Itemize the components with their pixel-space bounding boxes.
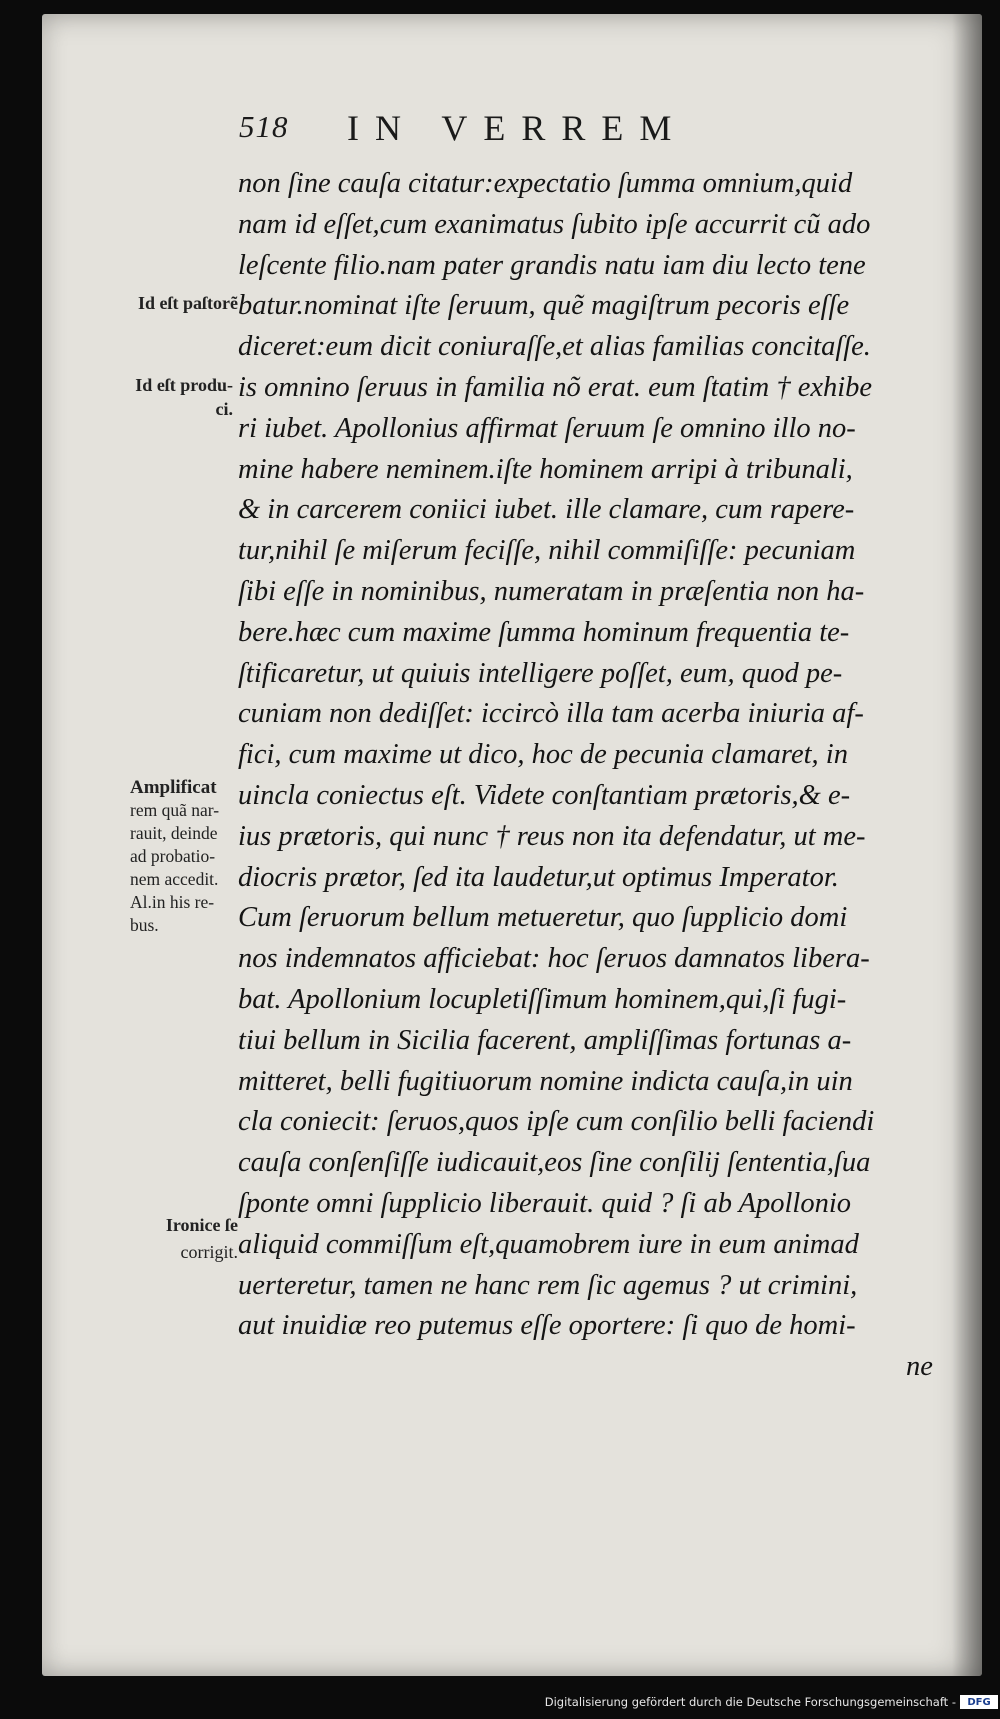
text-line: nos indemnatos afficiebat: hoc ſeruos damnatos libera-: [238, 943, 870, 975]
text-line: Cum ſeruorum bellum metueretur, quo ſupplicio domi: [238, 902, 848, 934]
marginal-note-line: bus.: [130, 915, 159, 935]
text-line: & in carcerem coniici iubet. ille clamare, cum rapere-: [238, 494, 855, 526]
marginal-note-line: Id eſt produ-: [135, 375, 233, 395]
text-line: aliquid commiſſum eſt,quamobrem iure in eum animad: [238, 1228, 859, 1260]
dfg-logo-icon: DFG: [960, 1695, 998, 1709]
text-line: cauſa conſenſiſſe iudicauit,eos ſine conſilij ſententia,ſua: [238, 1147, 871, 1179]
marginal-note-ironice: [90, 1212, 238, 1266]
marginal-note-line: ad probatio-: [130, 846, 216, 866]
marginal-note-line: rauit, deinde: [130, 823, 218, 843]
text-line: aut inuidiæ reo putemus eſſe oportere: ſi quo de homi-: [238, 1310, 856, 1342]
text-line: mitteret, belli fugitiuorum nomine indicta cauſa,in uin: [238, 1065, 853, 1097]
text-line: uerteretur, tamen ne hanc rem ſic agemus ? ut crimini,: [238, 1269, 858, 1301]
text-line: uincla coniectus eſt. Videte conſtantiam prætoris,& e-: [238, 779, 851, 811]
text-line: batur.nominat iſte ſeruum, quẽ magiſtrum pecoris eſſe: [238, 290, 850, 322]
text-line: diocris prætor, ſed ita laudetur,ut optimus Imperator.: [238, 861, 839, 893]
text-line: diceret:eum dicit coniuraſſe,et alias familias concitaſſe.: [238, 331, 871, 363]
marginal-note-line: Al.in his re-: [130, 892, 215, 912]
page-header: [239, 109, 799, 157]
marginal-note-line: corrigit.: [180, 1242, 238, 1262]
marginal-note-line: rem quã nar-: [130, 800, 220, 820]
text-line: tiui bellum in Sicilia facerent, ampliſſimas fortunas a-: [238, 1024, 852, 1056]
text-line: cla coniecit: ſeruos,quos ipſe cum conſilio belli faciendi: [238, 1106, 875, 1138]
text-line: ſtificaretur, ut quiuis intelligere poſſet, eum, quod pe-: [238, 657, 843, 689]
digitization-footer: [545, 1692, 1000, 1712]
marginal-note-line: Amplificat: [130, 777, 217, 798]
text-line: ſponte omni ſupplicio liberauit. quid ? ſi ab Apollonio: [238, 1187, 852, 1219]
marginal-note-amplificat: [90, 776, 236, 937]
text-line: bat. Apollonium locupletiſſimum hominem,qui,ſi fugi-: [238, 983, 847, 1015]
footer-credit: Digitalisierung gefördert durch die Deutsche Forschungsgemeinschaft -: [544, 1695, 956, 1709]
text-line: cuniam non dediſſet: iccircò illa tam acerba iniuria af-: [238, 698, 864, 730]
text-line: is omnino ſeruus in familia nõ erat. eum ſtatim † exhibe: [238, 371, 873, 403]
marginal-note-line: Id eſt paſtorẽ: [138, 293, 238, 313]
text-line: ius prætoris, qui nunc † reus non ita defendatur, ut me-: [238, 820, 866, 852]
text-line: non ſine cauſa citatur:expectatio ſumma omnium,quid: [238, 168, 853, 199]
text-line: ſibi eſſe in nominibus, numeratam in præſentia non ha-: [238, 575, 865, 607]
text-line: fici, cum maxime ut dico, hoc de pecunia clamaret, in: [238, 739, 848, 771]
text-line: tur,nihil ſe miſerum feciſſe, nihil commiſiſſe: pecuniam: [238, 535, 856, 567]
text-line: nam id eſſet,cum exanimatus ſubito ipſe accurrit cũ ado: [238, 208, 871, 240]
main-text-block: [238, 164, 978, 1388]
scanned-page: [42, 14, 982, 1676]
page-number: 518: [239, 109, 289, 144]
running-title: IN VERREM: [347, 108, 688, 148]
marginal-note-line: nem accedit.: [130, 869, 219, 889]
text-line: ri iubet. Apollonius affirmat ſeruum ſe omnino illo no-: [238, 412, 856, 444]
text-line: leſcente filio.nam pater grandis natu iam diu lecto tene: [238, 249, 866, 281]
text-line: mine habere neminem.iſte hominem arripi à tribunali,: [238, 453, 853, 485]
marginal-note-produci: [90, 374, 233, 422]
text-line: bere.hæc cum maxime ſumma hominum frequentia te-: [238, 616, 850, 648]
marginal-note-line: ci.: [215, 399, 233, 419]
marginal-note-line: Ironice ſe: [165, 1215, 238, 1235]
marginal-note-pastore: [90, 292, 238, 315]
catchword: ne: [906, 1351, 933, 1383]
